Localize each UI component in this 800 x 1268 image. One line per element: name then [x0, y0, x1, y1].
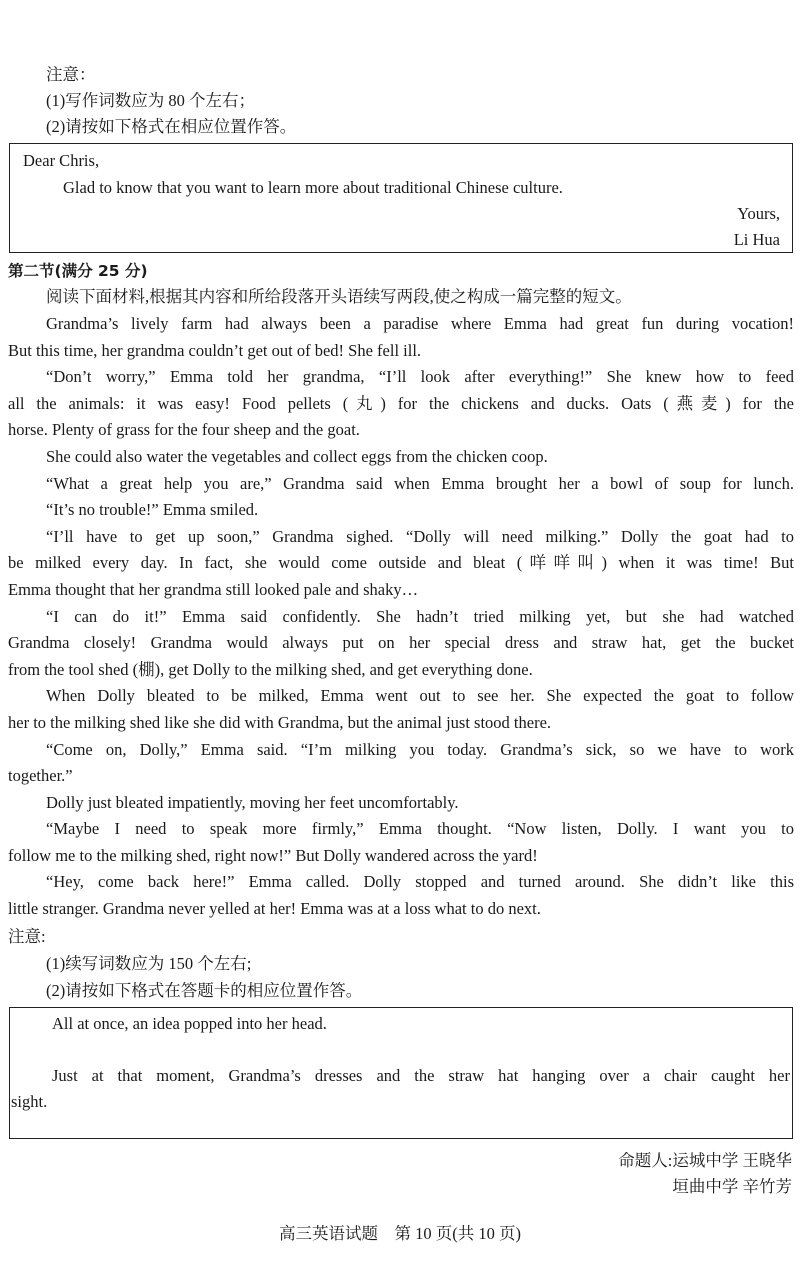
- story-line: all the animals: it was easy! Food pellets (丸) for the chickens and ducks. Oats (燕麦) for the: [8, 393, 794, 413]
- story-text: [8, 311, 794, 923]
- notes-heading: 注意：: [46, 65, 96, 84]
- story-line: Emma thought that her grandma still looked pale and shaky…: [8, 579, 419, 599]
- notes2-item-1: (1)续写词数应为 150 个左右;: [46, 954, 252, 973]
- section2-title: 第二节(满分 25 分): [8, 262, 148, 280]
- story-line: But this time, her grandma couldn’t get out of bed! She fell ill.: [8, 340, 422, 360]
- letter-opening: Glad to know that you want to learn more about traditional Chinese culture.: [63, 178, 563, 197]
- story-line: “What a great help you are,” Grandma said when Emma brought her a bowl of soup for lunch.: [46, 473, 794, 493]
- continuation-answer-box: [9, 1007, 793, 1139]
- story-line: She could also water the vegetables and collect eggs from the chicken coop.: [46, 446, 548, 466]
- notes2-item-2: (2)请按如下格式在答题卡的相应位置作答。: [46, 981, 363, 1000]
- story-line: “It’s no trouble!” Emma smiled.: [46, 500, 259, 520]
- story-line: little stranger. Grandma never yelled at her! Emma was at a loss what to do next.: [8, 899, 541, 919]
- story-line: Grandma’s lively farm had always been a paradise where Emma had great fun during vocation!: [46, 314, 794, 333]
- story-line: “I can do it!” Emma said confidently. She hadn’t tried milking yet, but she had watched: [46, 606, 794, 626]
- continuation-para1: All at once, an idea popped into her head.: [52, 1014, 327, 1033]
- story-line: “I’ll have to get up soon,” Grandma sighed. “Dolly will need milking.” Dolly the goat had to: [46, 526, 794, 546]
- author-line-1: 命题人:运城中学 王晓华: [618, 1151, 792, 1170]
- story-line: from the tool shed (棚), get Dolly to the milking shed, and get everything done.: [8, 659, 533, 679]
- continuation-para2-line2: sight.: [11, 1092, 48, 1111]
- story-line: follow me to the milking shed, right now!” But Dolly wandered across the yard!: [8, 845, 538, 865]
- note-item-1: (1)写作词数应为 80 个左右；: [46, 91, 255, 110]
- note-item-2: (2)请按如下格式在相应位置作答。: [46, 117, 297, 136]
- story-line: “Don’t worry,” Emma told her grandma, “I’ll look after everything!” She knew how to feed: [46, 367, 794, 387]
- letter-closing: Yours,: [737, 204, 780, 223]
- author-line-2: 垣曲中学 辛竹芳: [672, 1177, 792, 1196]
- story-line: “Come on, Dolly,” Emma said. “I’m milking you today. Grandma’s sick, so we have to work: [46, 739, 794, 759]
- continuation-para2-line1: Just at that moment, Grandma’s dresses and the straw hat hanging over a chair caught her: [52, 1066, 790, 1085]
- notes2-heading: 注意:: [8, 927, 46, 946]
- story-line: horse. Plenty of grass for the four sheep and the goat.: [8, 420, 360, 440]
- story-line: Dolly just bleated impatiently, moving her feet uncomfortably.: [46, 792, 459, 812]
- story-line: “Hey, come back here!” Emma called. Dolly stopped and turned around. She didn’t like this: [46, 872, 794, 892]
- letter-signature: Li Hua: [733, 230, 780, 249]
- story-line: be milked every day. In fact, she would come outside and bleat (咩咩叫) when it was time! But: [8, 553, 794, 573]
- letter-answer-box: [9, 143, 793, 253]
- page-footer: 高三英语试题 第 10 页(共 10 页): [279, 1224, 521, 1243]
- story-line: her to the milking shed like she did with Grandma, but the animal just stood there.: [8, 712, 552, 732]
- story-line: Grandma closely! Grandma would always put on her special dress and straw hat, get the bucket: [8, 633, 794, 653]
- story-line: “Maybe I need to speak more firmly,” Emma thought. “Now listen, Dolly. I want you to: [46, 819, 794, 839]
- letter-salutation: Dear Chris,: [23, 151, 100, 170]
- story-line: together.”: [8, 766, 73, 786]
- story-line: When Dolly bleated to be milked, Emma went out to see her. She expected the goat to follow: [46, 686, 794, 706]
- section2-instruction: 阅读下面材料,根据其内容和所给段落开头语续写两段,使之构成一篇完整的短文。: [46, 287, 632, 306]
